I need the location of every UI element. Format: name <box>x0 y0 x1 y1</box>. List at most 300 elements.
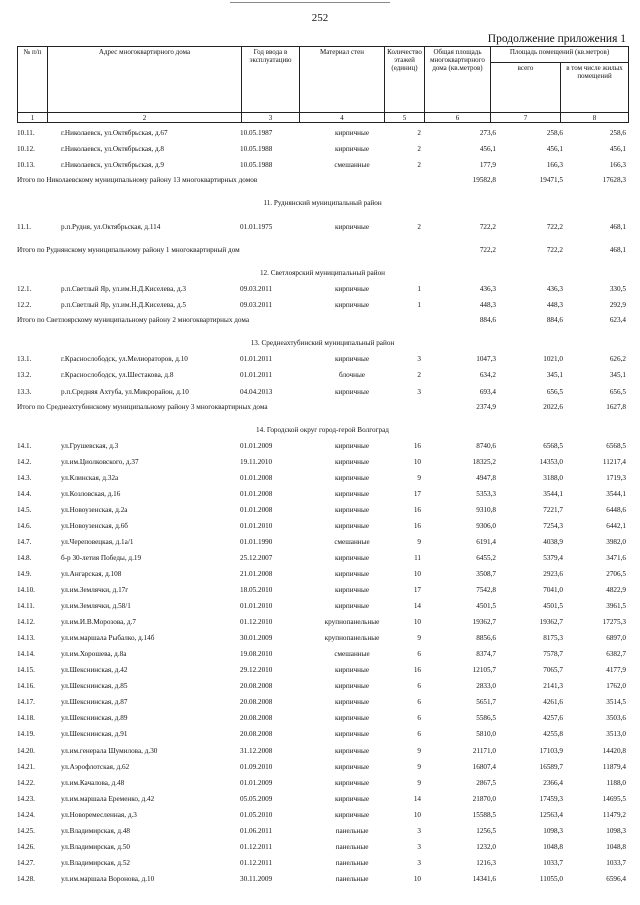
row-floors: 9 <box>417 634 421 643</box>
row-address: ул.им.Циолковского, д.37 <box>61 457 139 466</box>
row-material: кирпичные <box>334 730 370 739</box>
row-floors: 10 <box>413 810 421 819</box>
row-total-area: 448,3 <box>479 301 496 310</box>
row-total-area: 21171,0 <box>472 746 496 755</box>
table-row <box>17 696 628 712</box>
row-premises-total: 656,5 <box>546 387 563 396</box>
row-address: ул.Новоузенская, д.6б <box>61 521 128 530</box>
row-address: р.п.Светлый Яр, ул.им.Н.Д.Киселева, д.5 <box>61 301 186 310</box>
table-row <box>17 584 628 600</box>
table-body <box>17 127 628 889</box>
row-premises-living: 11217,4 <box>602 457 626 466</box>
header-index-2: 2 <box>48 113 242 123</box>
total-label: Итого по Николаевскому муниципальному району 13 многоквартирных домов <box>17 176 258 185</box>
row-total-area: 2867,5 <box>476 778 496 787</box>
table-header <box>17 46 629 123</box>
row-material: кирпичные <box>334 794 370 803</box>
top-edge-line <box>230 2 390 3</box>
header-index-8: 8 <box>561 113 629 123</box>
row-total-area: 6191,4 <box>476 537 496 546</box>
row-total-area: 12105,7 <box>472 666 496 675</box>
row-material: кирпичные <box>334 301 370 310</box>
row-year: 09.03.2011 <box>240 285 273 294</box>
row-total-area: 5353,3 <box>476 489 496 498</box>
row-premises-living: 6448,6 <box>606 505 626 514</box>
header-premises-living: в том числе жилых помещений <box>561 63 629 113</box>
row-address: ул.Новоремесленная, д.3 <box>61 810 137 819</box>
row-premises-living: 3503,6 <box>606 714 626 723</box>
row-number: 14.12. <box>17 618 35 627</box>
row-year: 01.01.1990 <box>240 537 273 546</box>
row-floors: 9 <box>417 746 421 755</box>
row-premises-living: 4177,9 <box>606 666 626 675</box>
row-year: 31.12.2008 <box>240 746 273 755</box>
row-total-area: 7542,8 <box>476 586 496 595</box>
table-row <box>17 873 628 889</box>
row-number: 14.15. <box>17 666 35 675</box>
row-floors: 3 <box>417 826 421 835</box>
row-premises-living: 6596,4 <box>606 874 626 883</box>
row-total-area: 5586,5 <box>476 714 496 723</box>
row-number: 14.1. <box>17 441 32 450</box>
row-premises-total: 456,1 <box>546 145 563 154</box>
section-title: 14. Городской округ город-герой Волгоград <box>256 425 389 434</box>
district-total-row <box>17 175 628 197</box>
row-premises-total: 166,3 <box>546 161 563 170</box>
row-premises-living: 1098,3 <box>606 826 626 835</box>
table-row <box>17 386 628 402</box>
row-total-area: 456,1 <box>479 145 496 154</box>
table-row <box>17 568 628 584</box>
row-floors: 11 <box>414 553 421 562</box>
row-total-area: 14341,6 <box>472 874 496 883</box>
row-address: ул.Грушевская, д.3 <box>61 441 119 450</box>
row-premises-total: 722,2 <box>546 223 563 232</box>
total-label: Итого по Руднянскому муниципальному району 1 многоквартирный дом <box>17 246 240 255</box>
row-premises-total: 17459,3 <box>539 794 563 803</box>
table-row <box>17 825 628 841</box>
row-material: крупнопанельные <box>324 618 380 627</box>
row-premises-living: 456,1 <box>609 145 626 154</box>
header-material: Материал стен <box>300 47 385 113</box>
row-floors: 16 <box>413 521 421 530</box>
row-floors: 2 <box>417 129 421 137</box>
row-premises-total: 16589,7 <box>539 762 563 771</box>
row-year: 01.01.2010 <box>240 602 273 611</box>
row-year: 01.01.2009 <box>240 441 273 450</box>
row-material: смешанные <box>334 161 370 170</box>
row-total-area: 1232,0 <box>476 842 496 851</box>
row-total-area: 5651,7 <box>476 698 496 707</box>
table-row <box>17 127 628 143</box>
district-total-row <box>17 402 628 424</box>
row-material: блочные <box>339 371 365 380</box>
row-year: 01.01.2008 <box>240 473 273 482</box>
row-number: 14.19. <box>17 730 35 739</box>
row-year: 20.08.2008 <box>240 698 273 707</box>
row-premises-living: 14420,8 <box>602 746 626 755</box>
row-material: кирпичные <box>334 285 370 294</box>
row-year: 19.11.2010 <box>240 457 273 466</box>
table-row <box>17 841 628 857</box>
row-material: панельные <box>335 858 369 867</box>
row-total-area: 16807,4 <box>472 762 496 771</box>
row-total-area: 722,2 <box>479 223 496 232</box>
row-spacer <box>17 237 628 245</box>
table-row <box>17 664 628 680</box>
row-premises-total: 436,3 <box>546 285 563 294</box>
header-index-4: 4 <box>300 113 385 123</box>
row-year: 20.08.2008 <box>240 682 273 691</box>
row-material: кирпичные <box>334 521 370 530</box>
row-total-area: 273,6 <box>479 129 496 137</box>
row-number: 14.8. <box>17 553 32 562</box>
row-premises-total: 1048,8 <box>543 842 563 851</box>
row-floors: 10 <box>413 618 421 627</box>
row-floors: 3 <box>417 355 421 364</box>
row-premises-living: 1762,0 <box>606 682 626 691</box>
row-material: кирпичные <box>334 810 370 819</box>
row-premises-total: 258,6 <box>546 129 563 137</box>
row-premises-total: 7254,3 <box>543 521 563 530</box>
row-year: 01.01.2009 <box>240 778 273 787</box>
row-premises-living: 1048,8 <box>606 842 626 851</box>
row-number: 14.18. <box>17 714 35 723</box>
row-premises-total: 1021,0 <box>543 355 563 364</box>
row-premises-total: 3188,0 <box>543 473 563 482</box>
row-material: кирпичные <box>334 698 370 707</box>
row-address: ул.им.Качалова, д.48 <box>61 778 125 787</box>
total-area: 2374,9 <box>476 402 496 411</box>
row-premises-total: 4038,9 <box>543 537 563 546</box>
row-year: 01.01.1975 <box>240 223 273 232</box>
section-title: 13. Среднеахтубинский муниципальный район <box>250 339 395 348</box>
row-premises-total: 4501,5 <box>543 602 563 611</box>
row-premises-living: 3514,5 <box>606 698 626 707</box>
row-year: 05.05.2009 <box>240 794 273 803</box>
row-address: г.Николаевск, ул.Октябрьская, д.8 <box>61 145 165 154</box>
row-total-area: 6455,2 <box>476 553 496 562</box>
row-material: кирпичные <box>334 223 370 232</box>
row-number: 14.4. <box>17 489 32 498</box>
row-floors: 16 <box>413 666 421 675</box>
row-premises-total: 1033,7 <box>543 858 563 867</box>
table-row <box>17 632 628 648</box>
row-material: кирпичные <box>334 746 370 755</box>
row-premises-total: 1098,3 <box>543 826 563 835</box>
row-material: крупнопанельные <box>324 634 380 643</box>
row-address: ул.им.маршала Еременко, д.42 <box>61 794 155 803</box>
row-premises-living: 14695,5 <box>602 794 626 803</box>
row-premises-total: 3544,1 <box>543 489 563 498</box>
row-total-area: 8740,6 <box>476 441 496 450</box>
row-floors: 2 <box>417 161 421 170</box>
row-material: кирпичные <box>334 355 370 364</box>
row-floors: 3 <box>417 858 421 867</box>
row-material: смешанные <box>334 537 370 546</box>
row-total-area: 8856,6 <box>476 634 496 643</box>
row-address: ул.им.Землячки, д.58/1 <box>61 602 131 611</box>
row-premises-living: 4822,9 <box>606 586 626 595</box>
header-premises-area: Площадь помещений (кв.метров) <box>491 47 629 63</box>
row-address: ул.им.маршала Воронова, д.10 <box>61 874 155 883</box>
row-material: кирпичные <box>334 586 370 595</box>
row-premises-living: 6568,5 <box>606 441 626 450</box>
row-total-area: 18325,2 <box>472 457 496 466</box>
row-year: 30.01.2009 <box>240 634 273 643</box>
total-living: 623,4 <box>609 316 626 325</box>
row-material: панельные <box>335 842 369 851</box>
row-floors: 1 <box>417 285 421 294</box>
row-total-area: 693,4 <box>479 387 496 396</box>
row-number: 11.1. <box>17 223 32 232</box>
row-address: ул.Владимирская, д.50 <box>61 842 131 851</box>
table-row <box>17 728 628 744</box>
table-row <box>17 536 628 552</box>
row-address: ул.Шекснинская, д.42 <box>61 666 128 675</box>
row-number: 14.11. <box>17 602 35 611</box>
row-premises-living: 3982,0 <box>606 537 626 546</box>
row-floors: 9 <box>417 778 421 787</box>
row-number: 14.10. <box>17 586 35 595</box>
total-area: 722,2 <box>479 246 496 255</box>
row-year: 01.01.2010 <box>240 521 273 530</box>
row-floors: 9 <box>417 537 421 546</box>
row-year: 01.01.2008 <box>240 505 273 514</box>
row-material: смешанные <box>334 650 370 659</box>
row-premises-living: 6442,1 <box>606 521 626 530</box>
row-address: г.Краснослободск, ул.Мелиораторов, д.10 <box>61 355 188 364</box>
header-index-7: 7 <box>491 113 561 123</box>
row-material: кирпичные <box>334 666 370 675</box>
row-number: 14.17. <box>17 698 35 707</box>
row-address: ул.Клинская, д.32а <box>61 473 119 482</box>
total-label: Итого по Светлоярскому муниципальному району 2 многоквартирных дома <box>17 316 250 325</box>
row-address: ул.Новоузенская, д.2а <box>61 505 128 514</box>
table-row <box>17 793 628 809</box>
row-number: 13.2. <box>17 371 32 380</box>
row-number: 14.24. <box>17 810 35 819</box>
row-material: кирпичные <box>334 457 370 466</box>
row-material: кирпичные <box>334 569 370 578</box>
row-address: р.п.Светлый Яр, ул.им.Н.Д.Киселева, д.3 <box>61 285 186 294</box>
row-material: панельные <box>335 826 369 835</box>
total-premises: 722,2 <box>546 246 563 255</box>
row-year: 01.01.2011 <box>240 355 273 364</box>
row-material: кирпичные <box>334 145 370 154</box>
row-premises-total: 7065,7 <box>543 666 563 675</box>
row-floors: 17 <box>413 489 421 498</box>
row-address: ул.Шекснинская, д.89 <box>61 714 128 723</box>
row-floors: 3 <box>417 842 421 851</box>
header-index-5: 5 <box>385 113 425 123</box>
row-premises-total: 2923,6 <box>543 569 563 578</box>
row-number: 14.16. <box>17 682 35 691</box>
table-row <box>17 809 628 825</box>
row-address: ул.Владимирская, д.52 <box>61 858 131 867</box>
row-year: 10.05.1988 <box>240 161 273 170</box>
row-material: кирпичные <box>334 778 370 787</box>
row-premises-total: 7221,7 <box>543 505 563 514</box>
total-label: Итого по Среднеахтубинскому муниципальному району 3 многоквартирных дома <box>17 402 268 411</box>
table-row <box>17 712 628 728</box>
row-number: 10.12. <box>17 145 35 154</box>
row-premises-living: 11479,2 <box>602 810 626 819</box>
row-premises-living: 345,1 <box>609 371 626 380</box>
row-premises-living: 6382,7 <box>606 650 626 659</box>
total-premises: 884,6 <box>546 316 563 325</box>
row-address: р.п.Рудня, ул.Октябрьская, д.114 <box>61 223 161 232</box>
district-total-row <box>17 315 628 337</box>
row-number: 13.1. <box>17 355 32 364</box>
row-number: 14.28. <box>17 874 35 883</box>
row-number: 14.20. <box>17 746 35 755</box>
row-floors: 9 <box>417 762 421 771</box>
row-address: ул.им.маршала Рыбалко, д.14б <box>61 634 155 643</box>
row-number: 10.13. <box>17 161 35 170</box>
row-floors: 6 <box>417 730 421 739</box>
row-number: 14.2. <box>17 457 32 466</box>
row-number: 14.3. <box>17 473 32 482</box>
row-number: 12.1. <box>17 285 32 294</box>
row-address: ул.Козловская, д.16 <box>61 489 121 498</box>
row-number: 14.27. <box>17 858 35 867</box>
section-heading <box>17 267 628 283</box>
row-total-area: 177,9 <box>479 161 496 170</box>
row-total-area: 19362,7 <box>472 618 496 627</box>
row-number: 12.2. <box>17 301 32 310</box>
row-year: 01.12.2010 <box>240 618 273 627</box>
total-living: 1627,8 <box>606 402 626 411</box>
row-premises-total: 11055,0 <box>539 874 563 883</box>
row-premises-total: 448,3 <box>546 301 563 310</box>
row-floors: 10 <box>413 569 421 578</box>
table-row <box>17 777 628 793</box>
total-area: 19582,8 <box>472 176 496 185</box>
row-floors: 14 <box>413 794 421 803</box>
row-address: ул.Шекснинская, д.85 <box>61 682 128 691</box>
row-floors: 3 <box>417 387 421 396</box>
row-floors: 2 <box>417 145 421 154</box>
table-row <box>17 680 628 696</box>
row-premises-living: 17275,3 <box>602 618 626 627</box>
row-premises-living: 11879,4 <box>602 762 626 771</box>
table-row <box>17 283 628 299</box>
row-year: 29.12.2010 <box>240 666 273 675</box>
row-total-area: 3508,7 <box>476 569 496 578</box>
section-title: 11. Руднянский муниципальный район <box>263 199 382 208</box>
row-number: 14.26. <box>17 842 35 851</box>
row-premises-total: 12563,4 <box>539 810 563 819</box>
table-row <box>17 520 628 536</box>
table-row <box>17 488 628 504</box>
row-premises-total: 19362,7 <box>539 618 563 627</box>
row-total-area: 4947,8 <box>476 473 496 482</box>
header-total-area: Общая площадь многоквартирного дома (кв.метров) <box>425 47 491 113</box>
row-number: 14.7. <box>17 537 32 546</box>
row-number: 14.22. <box>17 778 35 787</box>
row-address: ул.Владимирская, д.48 <box>61 826 131 835</box>
header-index-6: 6 <box>425 113 491 123</box>
row-material: кирпичные <box>334 129 370 137</box>
row-premises-living: 626,2 <box>609 355 626 364</box>
section-heading <box>17 424 628 440</box>
total-living: 468,1 <box>609 246 626 255</box>
row-floors: 6 <box>417 714 421 723</box>
table-row <box>17 440 628 456</box>
row-floors: 16 <box>413 505 421 514</box>
row-total-area: 2833,0 <box>476 682 496 691</box>
row-address: ул.им.генерала Шумилова, д.30 <box>61 746 158 755</box>
row-floors: 6 <box>417 682 421 691</box>
row-premises-total: 4261,6 <box>543 698 563 707</box>
row-total-area: 9306,0 <box>476 521 496 530</box>
row-address: ул.им.Землячки, д.17г <box>61 586 129 595</box>
row-year: 01.01.2008 <box>240 489 273 498</box>
row-premises-living: 468,1 <box>609 223 626 232</box>
row-year: 10.05.1988 <box>240 145 273 154</box>
row-address: ул.Череповецкая, д.1а/1 <box>61 537 134 546</box>
row-premises-total: 14353,0 <box>539 457 563 466</box>
row-material: кирпичные <box>334 553 370 562</box>
row-year: 10.05.1987 <box>240 129 273 137</box>
row-premises-living: 3513,0 <box>606 730 626 739</box>
row-premises-living: 2706,5 <box>606 569 626 578</box>
row-address: ул.Шекснинская, д.87 <box>61 698 128 707</box>
row-floors: 10 <box>413 457 421 466</box>
row-address: р.п.Средняя Ахтуба, ул.Микрорайон, д.10 <box>61 387 189 396</box>
row-floors: 6 <box>417 698 421 707</box>
row-total-area: 1216,3 <box>476 858 496 867</box>
table-row <box>17 299 628 315</box>
row-floors: 10 <box>413 874 421 883</box>
table-row <box>17 353 628 369</box>
continuation-label: Продолжение приложения 1 <box>487 33 626 45</box>
row-address: г.Николаевск, ул.Октябрьская, д.9 <box>61 161 165 170</box>
row-year: 01.06.2011 <box>240 826 273 835</box>
row-total-area: 1047,3 <box>476 355 496 364</box>
page-number: 252 <box>311 12 329 24</box>
row-number: 14.13. <box>17 634 35 643</box>
row-year: 01.12.2011 <box>240 858 273 867</box>
section-heading <box>17 337 628 353</box>
table-row <box>17 857 628 873</box>
header-floors: Количество этажей (единиц) <box>385 47 425 113</box>
row-year: 01.12.2011 <box>240 842 273 851</box>
row-number: 14.6. <box>17 521 32 530</box>
row-premises-living: 6897,0 <box>606 634 626 643</box>
row-address: ул.Шекснинская, д.91 <box>61 730 128 739</box>
row-floors: 16 <box>413 441 421 450</box>
row-material: кирпичные <box>334 489 370 498</box>
row-total-area: 21870,0 <box>472 794 496 803</box>
row-premises-living: 656,5 <box>609 387 626 396</box>
row-address: б-р 30-летия Победы, д.19 <box>61 553 142 562</box>
row-year: 01.09.2010 <box>240 762 273 771</box>
row-floors: 9 <box>417 473 421 482</box>
row-premises-living: 3544,1 <box>606 489 626 498</box>
row-number: 14.23. <box>17 794 35 803</box>
row-number: 14.21. <box>17 762 35 771</box>
row-premises-total: 345,1 <box>546 371 563 380</box>
row-address: ул.им.И.В.Морозова, д.7 <box>61 618 136 627</box>
row-total-area: 9310,8 <box>476 505 496 514</box>
row-total-area: 8374,7 <box>476 650 496 659</box>
table-row <box>17 369 628 385</box>
row-floors: 2 <box>417 223 421 232</box>
row-address: ул.им.Хорошева, д.8а <box>61 650 127 659</box>
table-row <box>17 143 628 159</box>
